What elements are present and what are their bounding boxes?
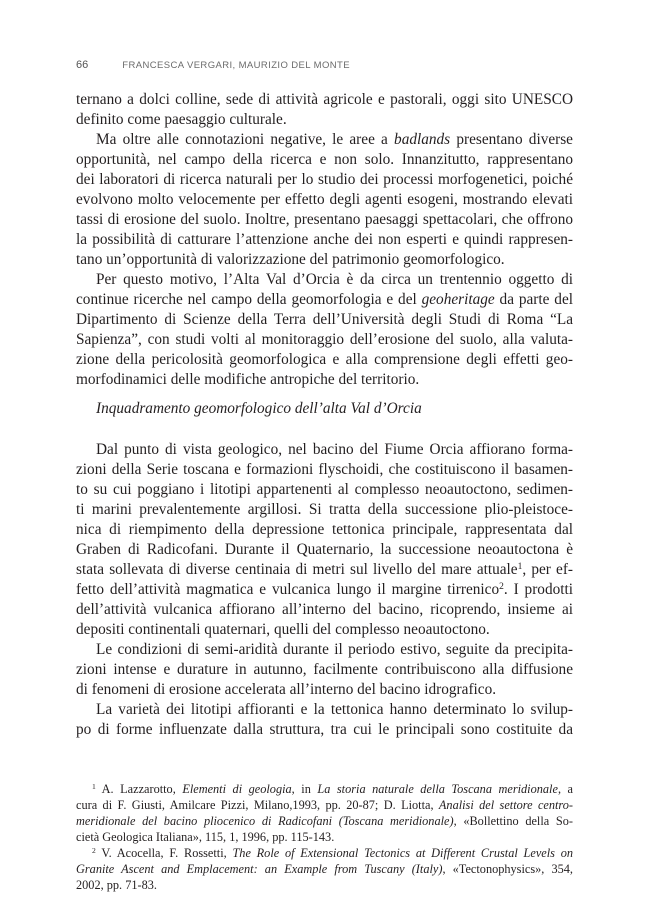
footnote-line: cura di F. Giusti, Amilcare Pizzi, Milano,1993, pp. 20-87; D. Liotta, Analisi del settore centro- bbox=[76, 798, 573, 812]
body-line: opportunità, nel campo della ricerca e non solo. Innanzitutto, rappresentano bbox=[76, 151, 573, 168]
body-line: po di forme influenzate dalla struttura, tra cui le principali sono costituite da bbox=[76, 721, 573, 738]
body-line: zioni intense e durature in autunno, facilmente contribuiscono alla diffusione bbox=[76, 661, 573, 678]
body-line: zioni della Serie toscana e formazioni flyschoidi, che costituiscono il basamen- bbox=[76, 461, 573, 478]
footnote-line: $^2$ V. Acocella, F. Rossetti, The Role of Extensional Tectonics at Different Crustal Levels on bbox=[92, 845, 573, 860]
body-line: evolvono molto velocemente per effetto degli agenti esogeni, mostrando elevati bbox=[76, 191, 573, 208]
page-number: 66 bbox=[76, 59, 89, 71]
body-line: Ma oltre alle connotazioni negative, le aree a badlands presentano diverse bbox=[96, 131, 573, 148]
footnote-number: 1 bbox=[92, 781, 96, 791]
running-head bbox=[76, 59, 576, 71]
footnote-number: 2 bbox=[92, 845, 96, 855]
body-line: Le condizioni di semi-aridità durante il periodo estivo, seguite da precipita- bbox=[96, 641, 573, 658]
body-line: depositi continentali quaternari, quelli del complesso neoautoctono. bbox=[76, 621, 490, 638]
body-line: ternano a dolci colline, sede di attività agricole e pastorali, oggi sito UNESCO bbox=[76, 91, 573, 108]
body-line: zione della pericolosità geomorfologica e alla comprensione degli effetti geo- bbox=[76, 351, 573, 368]
body-line: dei laboratori di ricerca naturali per lo studio dei processi morfogenetici, poiché bbox=[76, 171, 573, 188]
footnote-ref[interactable]: 2 bbox=[499, 581, 504, 592]
body-line: dell’attività vulcanica affiorano all’interno del bacino, ricoprendo, insieme ai bbox=[76, 601, 573, 618]
body-line: definito come paesaggio culturale. bbox=[76, 111, 287, 128]
running-head-authors: FRANCESCA VERGARI, MAURIZIO DEL MONTE bbox=[122, 60, 350, 71]
body-line: nica di riempimento della depressione tettonica principale, rappresentata dal bbox=[76, 521, 573, 538]
italic-term: geoheritage bbox=[421, 291, 495, 308]
section-heading: Inquadramento geomorfologico dell’alta Val d’Orcia bbox=[96, 400, 422, 417]
body-line: di fenomeni di erosione accelerata all’interno del bacino idrografico. bbox=[76, 681, 497, 698]
body-line: stata sollevata di diverse centinaia di metri sul livello del mare attuale$^1$, per ef- bbox=[76, 561, 574, 578]
body-line: continue ricerche nel campo della geomorfologia e del geoheritage da parte del bbox=[76, 291, 573, 308]
footnote-line: meridionale del bacino pliocenico di Radicofani (Toscana meridionale), «Bollettino della So- bbox=[76, 814, 573, 828]
body-line: to su cui poggiano i litotipi appartenenti al complesso neoautoctono, sedimen- bbox=[76, 481, 573, 498]
body-line: tassi di erosione del suolo. Inoltre, presentano paesaggi spettacolari, che offrono bbox=[76, 211, 573, 228]
body-line: la possibilità di catturare l’attenzione anche dei non esperti e quindi rappresen- bbox=[76, 231, 573, 248]
footnote-line: 2002, pp. 71-83. bbox=[76, 878, 157, 892]
footnote-ref[interactable]: 1 bbox=[517, 561, 523, 572]
body-line: La varietà dei litotipi affioranti e la tettonica hanno determinato lo svilup- bbox=[96, 701, 573, 718]
body-line: fetto dell’attività magmatica e vulcanica lungo il margine tirrenico$^2$. I prodotti bbox=[76, 581, 573, 598]
body-line: tano un’opportunità di valorizzazione del patrimonio geomorfologico. bbox=[76, 251, 505, 268]
body-line: Dipartimento di Scienze della Terra dell’Università degli Studi di Roma “La bbox=[76, 311, 573, 328]
body-line: Sapienza”, con studi volti al monitoraggio dell’erosione del suolo, alla valuta- bbox=[76, 331, 573, 348]
body-line: Graben di Radicofani. Durante il Quaternario, la successione neoautoctona è bbox=[76, 541, 573, 558]
footnote-line: $^1$ A. Lazzarotto, Elementi di geologia, in La storia naturale della Toscana meridionale, a bbox=[92, 781, 573, 796]
footnote-line: Granite Ascent and Emplacement: an Example from Tuscany (Italy), «Tectonophysics», 354, bbox=[76, 862, 573, 876]
italic-term: badlands bbox=[394, 131, 451, 148]
body-line: Dal punto di vista geologico, nel bacino del Fiume Orcia affiorano forma- bbox=[96, 441, 573, 458]
body-line: Per questo motivo, l’Alta Val d’Orcia è da circa un trentennio oggetto di bbox=[96, 271, 573, 288]
footnote-line: cietà Geologica Italiana», 115, 1, 1996, pp. 115-143. bbox=[76, 830, 335, 844]
body-line: ti marini prevalentemente argillosi. Si tratta della successione plio-pleistoce- bbox=[76, 501, 573, 518]
body-line: morfodinamici delle modifiche antropiche del territorio. bbox=[76, 371, 420, 388]
